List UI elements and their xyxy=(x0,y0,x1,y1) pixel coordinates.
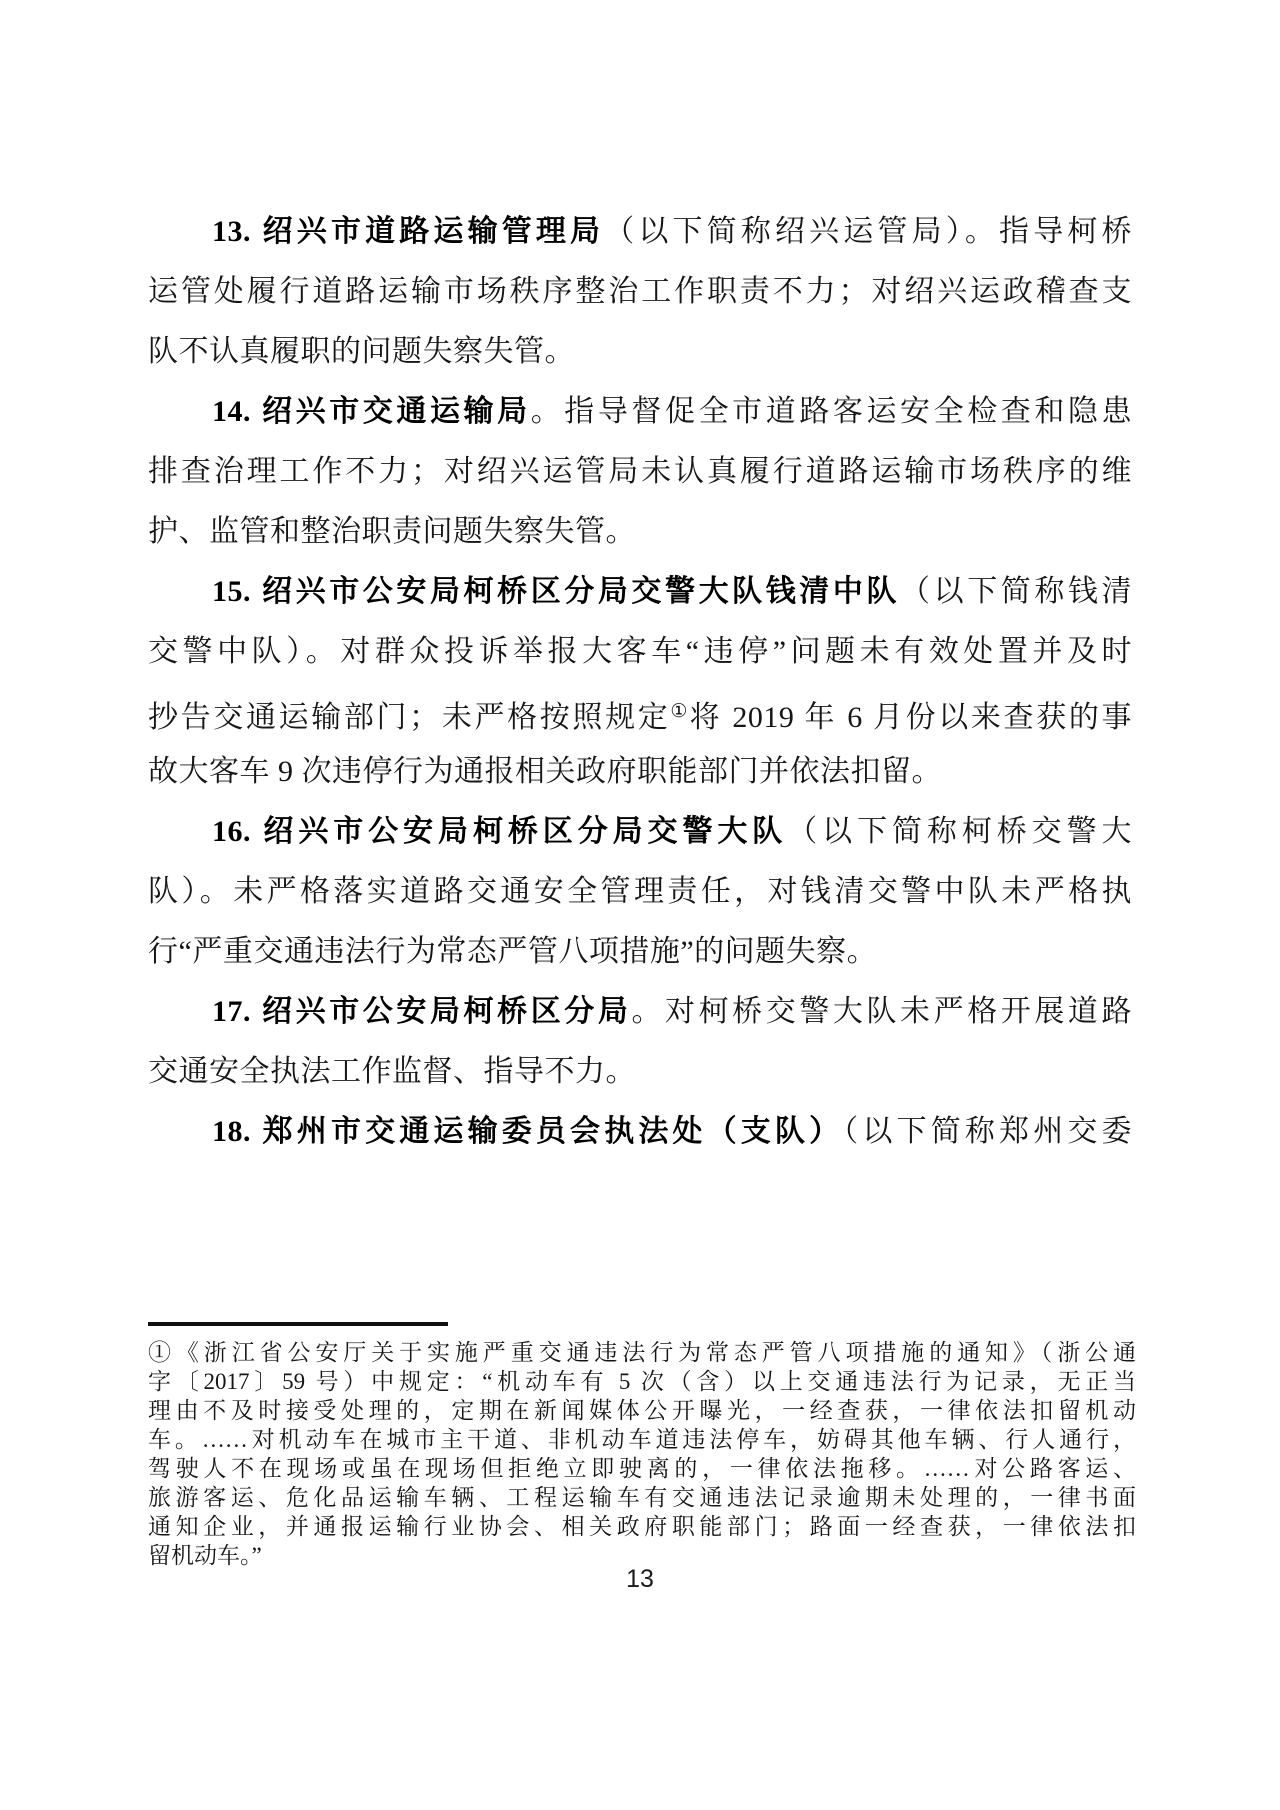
paragraph-line xyxy=(148,682,1132,742)
org-name-bold: 18. 郑州市交通运输委员会执法处（支队） xyxy=(212,1115,844,1148)
paragraph-line xyxy=(148,382,1132,442)
body-text-segment: 。指导督促全市道路客运安全检查和隐患 xyxy=(530,395,1132,428)
body-text-segment: （以下简称绍兴运管局）。指导柯桥 xyxy=(604,215,1132,248)
paragraph-line xyxy=(148,622,1132,682)
page-number: 13 xyxy=(626,1565,654,1593)
org-name-bold: 17. 绍兴市公安局柯桥区分局 xyxy=(212,995,632,1028)
footnote-line: 字〔2017〕59 号）中规定：“机动车有 5 次（含）以上交通违法行为记录，无正当 xyxy=(148,1369,1136,1394)
paragraph-line xyxy=(148,442,1132,502)
footnote-line: ①《浙江省公安厅关于实施严重交通违法行为常态严管八项措施的通知》（浙公通 xyxy=(148,1340,1136,1365)
body-text-segment: 护、监管和整治职责问题失察失管。 xyxy=(148,515,636,548)
body-text-segment: 交警中队）。对群众投诉举报大客车“违停”问题未有效处置并及时 xyxy=(148,635,1132,668)
footnote xyxy=(148,1338,1136,1570)
footnote-line: 通知企业，并通报运输行业协会、相关政府职能部门；路面一经查获，一律依法扣 xyxy=(148,1514,1136,1539)
paragraph-line xyxy=(148,742,1132,802)
paragraph-line xyxy=(148,1042,1132,1102)
org-name-bold: 15. 绍兴市公安局柯桥区分局交警大队钱清中队 xyxy=(212,575,901,608)
footnote-line: 旅游客运、危化品运输车辆、工程运输车有交通违法记录逾期未处理的，一律书面 xyxy=(148,1485,1136,1510)
body-text-segment: （以下简称柯桥交警大 xyxy=(787,815,1132,848)
footnote-line: 驾驶人不在现场或虽在现场但拒绝立即驶离的，一律依法拖移。……对公路客运、 xyxy=(148,1456,1136,1481)
footnote-line: 留机动车。” xyxy=(148,1543,262,1568)
body-text-segment: 抄告交通运输部门；未严格按照规定 xyxy=(148,701,671,734)
body-text-segment: （以下简称郑州交委 xyxy=(843,1115,1132,1148)
paragraph-line xyxy=(148,862,1132,922)
body-text-segment: 队不认真履职的问题失察失管。 xyxy=(148,335,575,368)
paragraph-line xyxy=(148,202,1132,262)
paragraph-line xyxy=(148,982,1132,1042)
paragraph-line xyxy=(148,502,1132,562)
body-text-segment: 队）。未严格落实道路交通安全管理责任，对钱清交警中队未严格执 xyxy=(148,875,1132,908)
body-text-segment: 运管处履行道路运输市场秩序整治工作职责不力；对绍兴运政稽查支 xyxy=(148,275,1132,308)
footnote-line: 车。……对机动车在城市主干道、非机动车道违法停车，妨碍其他车辆、行人通行， xyxy=(148,1427,1136,1452)
paragraph-line xyxy=(148,922,1132,982)
org-name-bold: 13. 绍兴市道路运输管理局 xyxy=(212,215,605,248)
body-text-segment: 交通安全执法工作监督、指导不力。 xyxy=(148,1055,636,1088)
paragraph-line xyxy=(148,322,1132,382)
footnote-ref-mark: ① xyxy=(670,701,690,722)
paragraph-line xyxy=(148,562,1132,622)
body-text-segment: 排查治理工作不力；对绍兴运管局未认真履行道路运输市场秩序的维 xyxy=(148,455,1132,488)
org-name-bold: 14. 绍兴市交通运输局 xyxy=(212,395,531,428)
paragraph-line xyxy=(148,262,1132,322)
paragraph-line xyxy=(148,1102,1132,1162)
body-text-segment: 将 2019 年 6 月份以来查获的事 xyxy=(689,701,1132,734)
body-text-segment: 故大客车 9 次违停行为通报相关政府职能部门并依法扣留。 xyxy=(148,755,942,788)
footnote-line: 理由不及时接受处理的，定期在新闻媒体公开曝光，一经查获，一律依法扣留机动 xyxy=(148,1398,1136,1423)
body-text-segment: 行“严重交通违法行为常态严管八项措施”的问题失察。 xyxy=(148,935,878,968)
body-text-segment: （以下简称钱清 xyxy=(900,575,1132,608)
footnote-divider xyxy=(148,1322,448,1326)
org-name-bold: 16. 绍兴市公安局柯桥区分局交警大队 xyxy=(212,815,788,848)
body-text-segment: 。对柯桥交警大队未严格开展道路 xyxy=(631,995,1132,1028)
document-body xyxy=(148,202,1132,1162)
paragraph-line xyxy=(148,802,1132,862)
